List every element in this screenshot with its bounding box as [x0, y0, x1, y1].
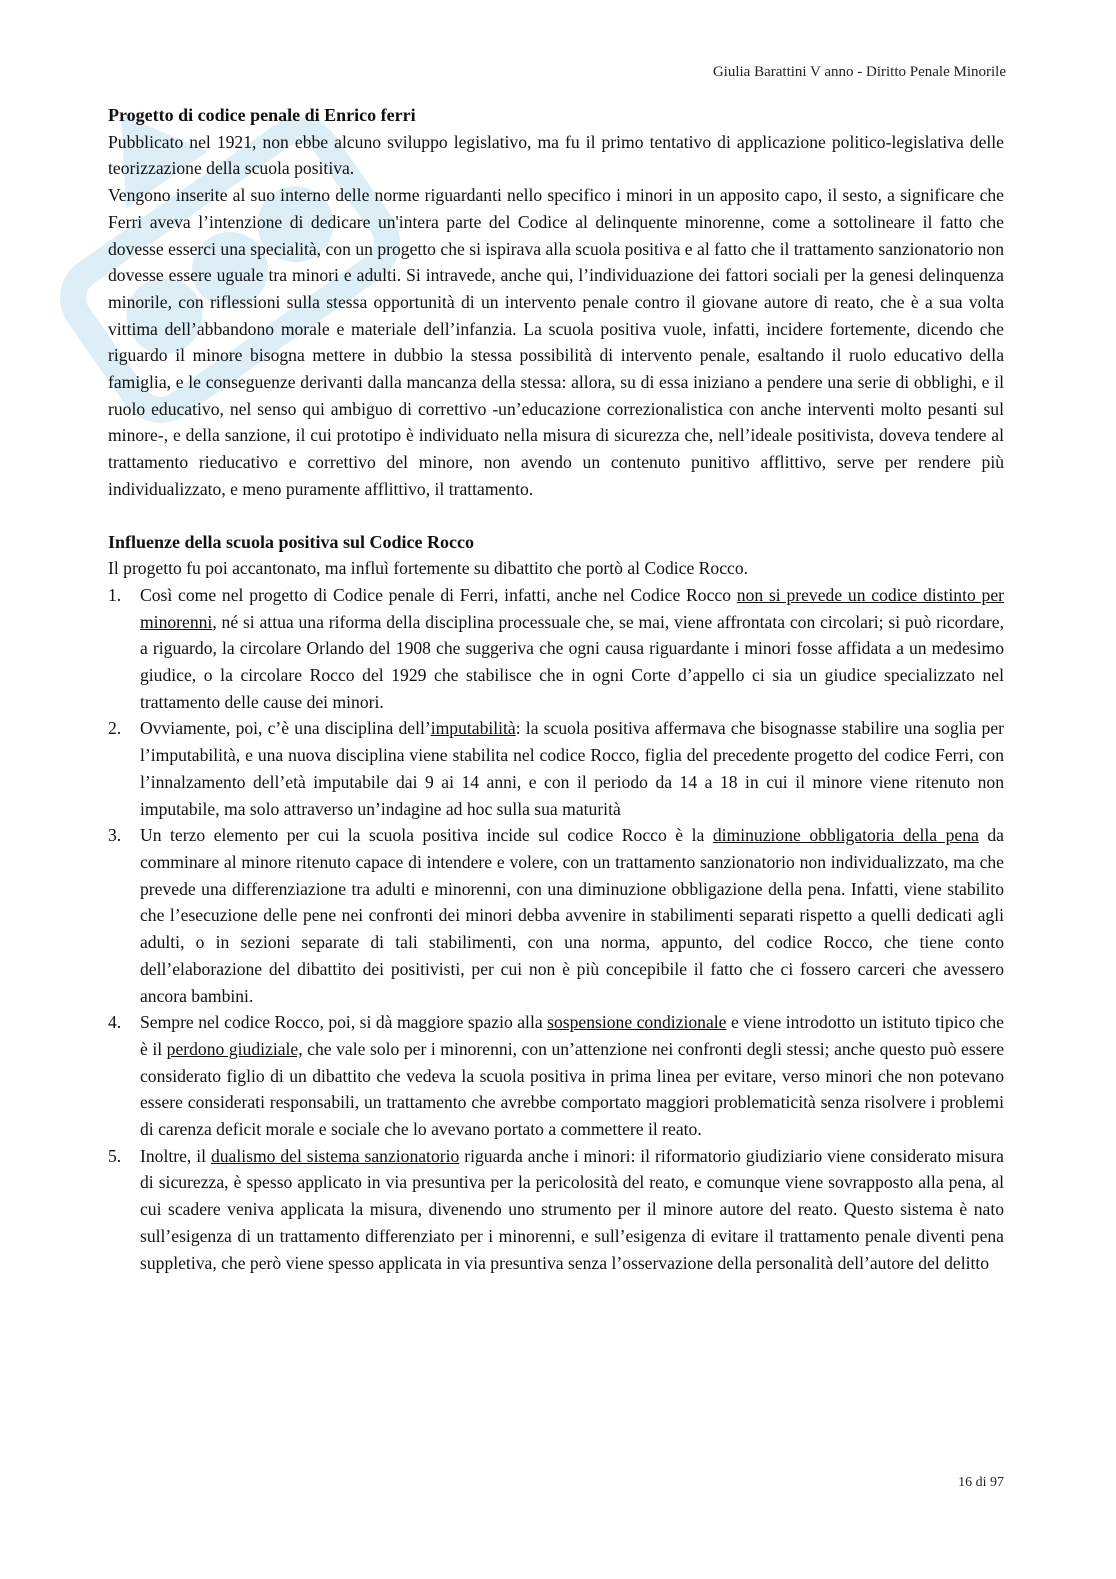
list-text: Ovviamente, poi, c’è una disciplina dell’: [140, 718, 431, 739]
list-number: 4.: [108, 1012, 122, 1033]
underlined-term: sospensione condizionale: [547, 1012, 727, 1033]
list-number: 1.: [108, 584, 122, 605]
underlined-term: perdono giudiziale,: [166, 1038, 303, 1059]
list-item: [108, 822, 1004, 1009]
list-text: e viene introdotto un istituto tipico che è il: [140, 1012, 1004, 1059]
section-gap: [108, 503, 1004, 529]
list-text: riguarda anche i minori: il riformatorio giudiziario viene considerato misura di sicurezza, è spesso applicato in via presuntiva per la pericolosità del reato, e comunque viene sovrapposto alla pena, al cui scadere veniva applicata la misura, divenendo uno strumento per il minore autore del reato. Questo sistema è nato sull’esigenza di un trattamento differenziato per i minorenni, e sull’esigenza di evitare il trattamento penale diventi pena suppletiva, che però viene spesso applicata in via presuntiva senza l’osservazione della personalità dell’autore del delitto: [140, 1145, 1004, 1273]
list-number: 2.: [108, 718, 122, 739]
numbered-list: [108, 582, 1004, 1276]
list-text: , né si attua una riforma della disciplina processuale che, se mai, viene affrontata con circolari; si può ricordare, a riguardo, la circolare Orlando del 1908 che suggeriva che ogni causa riguardante i minori fosse affidata a un medesimo giudice, o la circolare Rocco del 1929 che stabilisce che in ogni Corte d’appello ci sia un giudice specializzato nel trattamento delle cause dei minori.: [140, 611, 1004, 712]
list-text: Inoltre, il: [140, 1145, 211, 1166]
section-title-ferri: Progetto di codice penale di Enrico ferri: [108, 105, 416, 125]
paragraph-ferri-details: Vengono inserite al suo interno delle norme riguardanti nello specifico i minori in un apposito capo, il sesto, a significare che Ferri aveva l’intenzione di dedicare un'intera parte del Codice al delinquente minorenne, come a sottolineare il fatto che dovesse esserci una specialità, con un progetto che si ispirava alla scuola positiva e al fatto che il trattamento sanzionatorio non dovesse essere uguale tra minori e adulti. Si intravede, anche qui, l’individuazione dei fattori sociali per la genesi delinquenza minorile, con riflessioni sulla stessa opportunità di un intervento penale contro il giovane autore di reato, che è a sua volta vittima dell’abbandono morale e materiale dell’infanzia. La scuola positiva vuole, infatti, incidere fortemente, dicendo che riguardo il minore bisogna mettere in dubbio la stessa possibilità di intervento penale, esaltando il ruolo educativo della famiglia, e le conseguenze derivanti dalla mancanza della stessa: allora, su di essa iniziano a pendere una serie di obblighi, e il ruolo educativo, nel senso qui ambiguo di correttivo -un’educazione correzionalistica con anche interventi molto pesanti sul minore-, e della sanzione, il cui prototipo è individuato nella misura di sicurezza che, nell’ideale positivista, doveva tendere al trattamento rieducativo e correttivo del minore, non avendo un contenuto punitivo afflittivo, serve per rendere più individualizzato, e meno puramente afflittivo, il trattamento.: [108, 185, 1004, 499]
list-text: da comminare al minore ritenuto capace di intendere e volere, con un trattamento sanzionatorio non individualizzato, ma che prevede una differenziazione tra adulti e minorenni, con una diminuzione obbligazione della pena. Infatti, viene stabilito che l’esecuzione delle pene nei confronti dei minori debba avvenire in stabilimenti separati rispetto a quelli dedicati agli adulti, o in sezioni separate di tali stabilimenti, con una norma, appunto, del codice Rocco, che tiene conto dell’elaborazione del dibattito dei positivisti, per cui non è più concepibile il fatto che ci fossero carceri che avessero ancora bambini.: [140, 825, 1004, 1006]
document-body: [108, 102, 1004, 1276]
list-item: [108, 1143, 1004, 1277]
list-item: [108, 715, 1004, 822]
list-text: : la scuola positiva affermava che bisognasse stabilire una soglia per l’imputabilità, e una nuova disciplina viene stabilita nel codice Rocco, figlia del precedente progetto del codice Ferri, con l’innalzamento dell’età imputabile dai 9 ai 14 anni, e con il periodo da 14 a 18 in cui il minore viene ritenuto non imputabile, ma solo attraverso un’indagine ad hoc sulla sua maturità: [140, 718, 1004, 819]
section-title-rocco: Influenze della scuola positiva sul Codice Rocco: [108, 531, 475, 552]
paragraph-rocco-intro: Il progetto fu poi accantonato, ma influì fortemente su dibattito che portò al Codice Rocco.: [108, 558, 749, 579]
underlined-term: non si prevede un codice distinto per minorenni: [140, 584, 1004, 632]
underlined-term: diminuzione obbligatoria della pena: [712, 825, 979, 846]
underlined-term: imputabilità: [430, 718, 516, 739]
list-text: Un terzo elemento per cui la scuola positiva incide sul codice Rocco è la: [140, 825, 713, 846]
paragraph-ferri-intro: Pubblicato nel 1921, non ebbe alcuno sviluppo legislativo, ma fu il primo tentativo di applicazione politico-legislativa delle teorizzazione della scuola positiva.: [108, 131, 1004, 179]
list-number: 5.: [108, 1145, 122, 1166]
page-number: 16 di 97: [958, 1475, 1004, 1490]
list-number: 3.: [108, 825, 122, 846]
list-item: [108, 1009, 1004, 1143]
underlined-term: dualismo del sistema sanzionatorio: [210, 1145, 460, 1166]
list-text: che vale solo per i minorenni, con un’attenzione nei confronti degli stessi; anche questo può essere considerato figlio di un dibattito che vedeva la scuola positiva in prima linea per evitare, verso minori che non potevano essere considerati responsabili, un trattamento che avrebbe comportato maggiori problematicità senza risolvere i problemi di carenza deficit morale e sociale che lo avevano portato a commettere il reato.: [140, 1038, 1005, 1140]
list-item: [108, 582, 1004, 716]
list-text: Così come nel progetto di Codice penale di Ferri, infatti, anche nel Codice Rocco: [140, 584, 737, 605]
running-header: Giulia Barattini V anno - Diritto Penale Minorile: [712, 64, 1006, 80]
list-text: Sempre nel codice Rocco, poi, si dà maggiore spazio alla: [140, 1012, 548, 1033]
